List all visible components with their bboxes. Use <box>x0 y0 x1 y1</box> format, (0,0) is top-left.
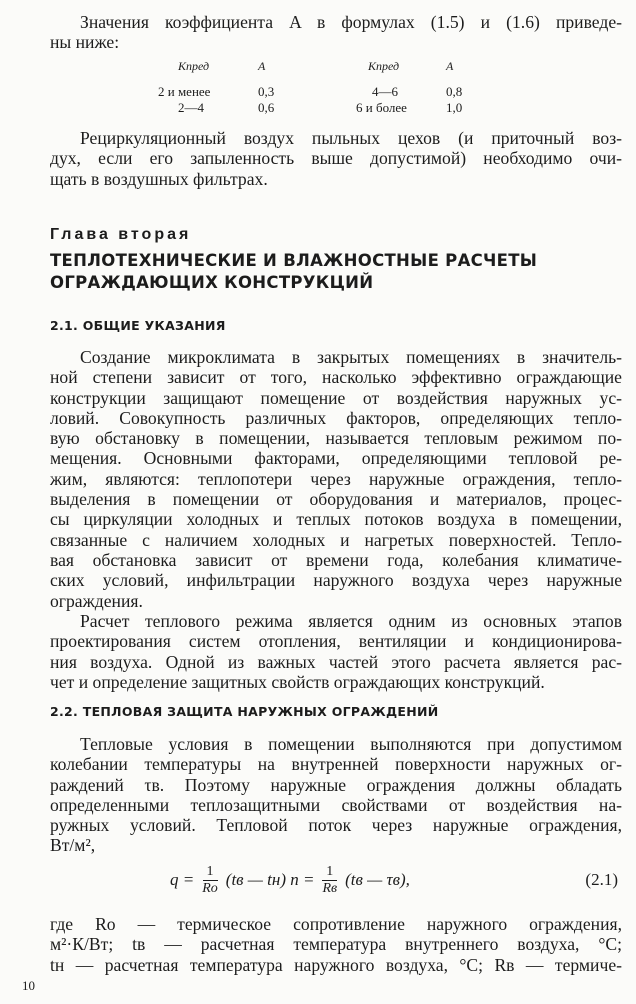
text-line: связанные с наличием холодных и нагретых поверхностей. Тепло- <box>50 529 622 550</box>
text-line: Значения коэффициента A в формулах (1.5) и (1.6) приведе- <box>80 12 622 32</box>
table-cell: 4—6 <box>372 84 398 99</box>
text-line: где Rо — термическое сопротивление наружного ограждения, <box>50 914 622 934</box>
formula-lhs: q = <box>170 870 195 889</box>
text-line: ной степени зависит от того, насколько эффективно ограждающие <box>50 367 622 388</box>
column-header: Kпред <box>368 59 400 73</box>
text-line: щать в воздушных фильтрах. <box>50 168 268 189</box>
text-line: вую обстановку в помещении, называется тепловым режимом по- <box>50 428 622 449</box>
text-line: Тепловые условия в помещении выполняются при допустимом <box>80 734 622 754</box>
text-line: проектирования систем отопления, вентиляции и кондиционирова- <box>50 631 622 652</box>
text-line: вая обстановка зависит от времени года, колебания климатиче- <box>50 549 622 570</box>
column-header: Kпред <box>178 59 210 73</box>
text-line: Вт/м², <box>50 835 96 856</box>
text-line: ограждения. <box>50 590 143 611</box>
table-cell: 1,0 <box>446 100 463 115</box>
chapter-title <box>50 250 610 294</box>
text-line: Создание микроклимата в закрытых помещениях в значитель- <box>80 347 622 367</box>
text-line: ны ниже: <box>50 32 120 53</box>
table-header-row <box>150 58 480 74</box>
chapter-title-line: ТЕПЛОТЕХНИЧЕСКИЕ И ВЛАЖНОСТНЫЕ РАСЧЕТЫ <box>50 251 538 270</box>
text-line: сы циркуляции холодных и теплых потоков воздуха в помещении, <box>50 509 622 530</box>
fraction-numerator: 1 <box>203 864 218 881</box>
text-line: дух, если его запыленность выше допустимой) необходимо очи- <box>50 148 622 169</box>
table-row <box>150 84 480 100</box>
text-line: раждений τв. Поэтому наружные ограждения должны обладать <box>50 774 622 795</box>
text-line: конструкции защищают помещение от воздействия наружных ус- <box>50 387 622 408</box>
text-line: Расчет теплового режима является одним из основных этапов <box>80 611 622 631</box>
formula-term: (tв — τв), <box>345 870 410 889</box>
text-line: Рециркуляционный воздух пыльных цехов (и приточный воз- <box>80 128 622 148</box>
table-cell: 0,8 <box>446 84 463 99</box>
formula-explanation <box>50 914 622 975</box>
table-cell: 2 и менее <box>158 84 211 99</box>
section-1-paragraph-1 <box>50 347 622 611</box>
formula-term: (tв — tн) n = <box>225 870 315 889</box>
text-line: мещения. Основными факторами, определяющими тепловой ре- <box>50 448 622 469</box>
section-heading: 2.1. ОБЩИЕ УКАЗАНИЯ <box>50 318 226 333</box>
text-line: жим, являются: теплопотери через наружные ограждения, тепло- <box>50 468 622 489</box>
text-line: ловий. Совокупность различных факторов, определяющих тепло- <box>50 407 622 428</box>
equation-number: (2.1) <box>585 870 618 889</box>
page-number: 10 <box>22 978 35 993</box>
column-header: A <box>446 59 454 73</box>
text-line: колебании температуры на внутренней поверхности наружных ог- <box>50 754 622 775</box>
section-1-paragraph-2 <box>50 611 622 692</box>
table-cell: 0,6 <box>258 100 275 115</box>
section-2-paragraph-1 <box>50 734 622 856</box>
intro-paragraph <box>50 12 622 53</box>
recirculation-paragraph <box>50 128 622 189</box>
formula-expression <box>170 858 410 902</box>
fraction-denominator: Rо <box>202 880 218 896</box>
section-heading: 2.2. ТЕПЛОВАЯ ЗАЩИТА НАРУЖНЫХ ОГРАЖДЕНИЙ <box>50 704 439 719</box>
text-line: м²·К/Вт; tв — расчетная температура внутреннего воздуха, °С; <box>50 934 622 955</box>
table-cell: 2—4 <box>178 100 204 115</box>
chapter-label: Глава вторая <box>50 226 192 243</box>
text-line: определенными теплозащитными свойствами от воздействия на- <box>50 794 622 815</box>
table-cell: 0,3 <box>258 84 275 99</box>
table-cell: 6 и более <box>356 100 407 115</box>
formula-fraction <box>318 864 341 897</box>
text-line: tн — расчетная температура наружного воздуха, °С; Rв — термиче- <box>50 954 622 975</box>
text-line: ния воздуха. Одной из важных частей этого расчета является рас- <box>50 651 622 672</box>
coefficient-table <box>150 58 480 116</box>
fraction-denominator: Rв <box>322 880 338 896</box>
text-line: чет и определение защитных свойств ограждающих конструкций. <box>50 671 545 692</box>
text-line: ружных условий. Тепловой поток через наружные ограждения, <box>50 815 622 836</box>
formula-2-1 <box>170 858 622 902</box>
text-line: ских условий, инфильтрации наружного воздуха через наружные <box>50 570 622 591</box>
column-header: A <box>258 59 266 73</box>
table-row <box>150 100 480 116</box>
chapter-title-line: ОГРАЖДАЮЩИХ КОНСТРУКЦИЙ <box>50 273 374 292</box>
formula-fraction <box>198 864 222 897</box>
text-line: выделения в помещении от оборудования и материалов, процес- <box>50 489 622 510</box>
fraction-numerator: 1 <box>322 864 337 881</box>
